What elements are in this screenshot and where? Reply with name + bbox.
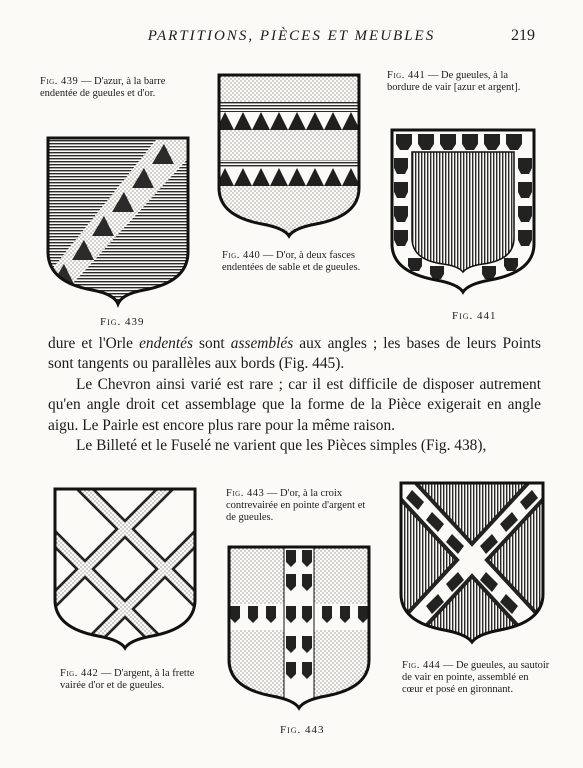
fig-444-text: — De gueules, au sautoir de vair en pointe, assemblé en cœur et posé en gironnant.	[402, 660, 550, 695]
paragraph-2: Le Chevron ainsi varié est rare ; car il est difficile de disposer autrement qu'en angle droit cet assemblage que la forme de la Pièce exigerait en angle aigu. Le Pairle est encore plus rare pour la même raison.	[48, 375, 541, 434]
fig-439-label: Fig. 439	[100, 316, 145, 328]
shield-fig-439	[44, 134, 192, 306]
fig-441-label: Fig. 441	[452, 310, 497, 322]
caption-fig-440	[222, 250, 367, 274]
body-text	[48, 334, 541, 456]
fig-440-number: Fig. 440	[222, 250, 261, 261]
p1-text-a: dure et l'Orle	[48, 335, 140, 352]
fig-441-number: Fig. 441	[387, 70, 426, 81]
running-header: PARTITIONS, PIÈCES ET MEUBLES	[147, 28, 436, 44]
fig-443-label: Fig. 443	[280, 724, 325, 736]
fig-439-number: Fig. 439	[40, 76, 79, 87]
fig-442-text: — D'argent, à la frette vairée d'or et de gueules.	[60, 668, 195, 691]
fig-442-number: Fig. 442	[60, 668, 99, 679]
fig-441-text: — De gueules, à la bordure de vair [azur et argent].	[387, 70, 521, 93]
paragraph-1	[48, 334, 541, 375]
p1-emphasis-endentes: endentés	[139, 335, 193, 352]
shield-fig-442	[52, 486, 198, 652]
shield-fig-440	[216, 72, 362, 238]
caption-fig-441	[387, 70, 539, 94]
p1-text-c: aux angles ; les bases de leurs Points sont tangents ou parallèles aux bords (Fig. 445).	[48, 335, 541, 373]
caption-fig-444	[402, 660, 552, 696]
fig-439-text: — D'azur, à la barre endentée de gueules et d'or.	[40, 76, 166, 99]
fig-443-number: Fig. 443	[226, 488, 265, 499]
paragraph-3: Le Billeté et le Fuselé ne varient que les Pièces simples (Fig. 438),	[76, 437, 487, 455]
fig-440-text: — D'or, à deux fasces endentées de sable et de gueules.	[222, 250, 361, 273]
caption-fig-439	[40, 76, 192, 100]
fig-443-text: — D'or, à la croix contrevairée en pointe d'argent et de gueules.	[226, 488, 366, 523]
caption-fig-442	[60, 668, 210, 692]
page-number: 219	[511, 27, 535, 44]
shield-fig-444	[398, 480, 546, 646]
p1-emphasis-assembles: assemblés	[230, 335, 294, 352]
shield-fig-441	[388, 126, 538, 294]
fig-444-number: Fig. 444	[402, 660, 441, 671]
p1-text-b: sont	[192, 335, 231, 352]
caption-fig-443	[226, 488, 374, 524]
shield-fig-443	[226, 544, 372, 712]
